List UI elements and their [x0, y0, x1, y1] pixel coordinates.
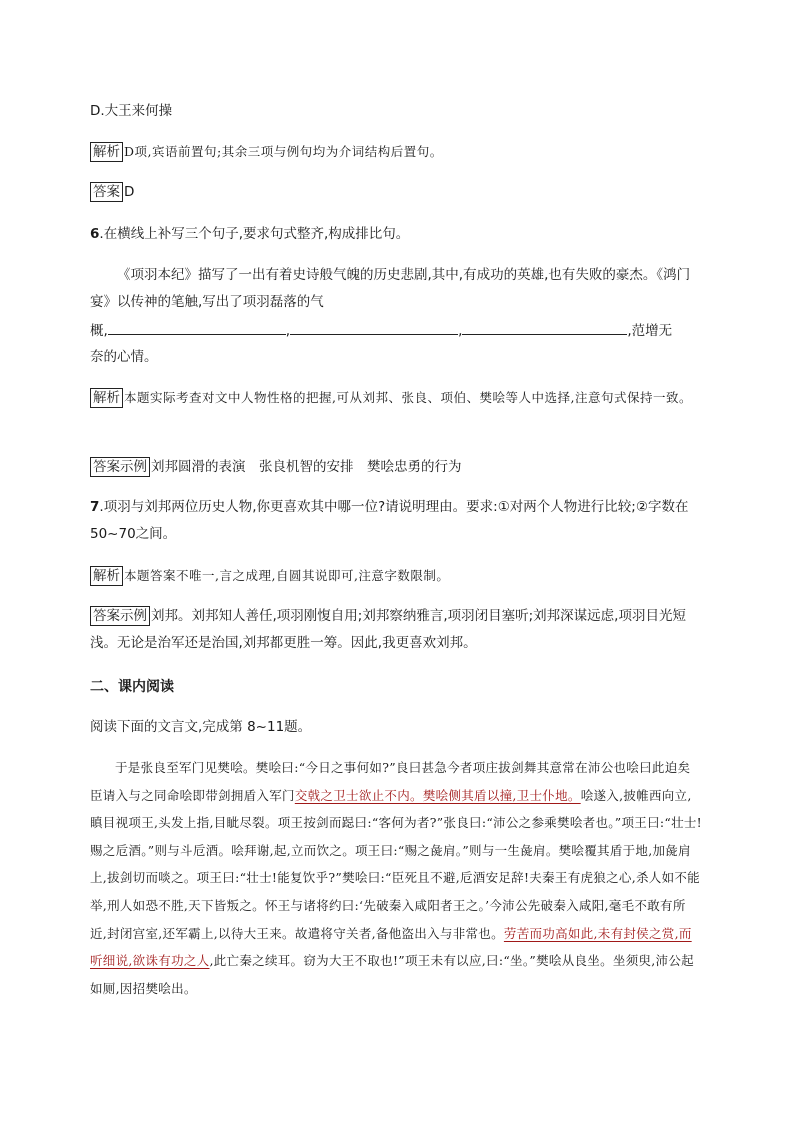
- q6-passage-end: 奈的心情。: [90, 349, 158, 365]
- option-d: D.大王来何操: [90, 103, 173, 119]
- underlined-sentence-1: 交戟之卫士欲止不内。樊哙侧其盾以撞,卫士仆地。: [294, 787, 581, 803]
- q6-blank-line: 概, , , ,范增无: [90, 317, 702, 345]
- answer-tag: 答案: [90, 182, 123, 202]
- q7-prompt: 7.项羽与刘邦两位历史人物,你更喜欢其中哪一位?请说明理由。要求:①对两个人物进行比较;②字数在 50~70之间。: [90, 499, 689, 542]
- underlined-sentence-2: 劳苦而功高如此,未有封侯之赏,而听细说,欲诛有功之人: [90, 925, 692, 969]
- section-heading: 二、课内阅读: [90, 679, 174, 695]
- q5-answer: 答案 D: [90, 178, 702, 206]
- q7-answer: 答案示例 刘邦。刘邦知人善任,项羽刚愎自用;刘邦察纳雅言,项羽闭目塞听;刘邦深谋远虑,项羽目光短浅。无论是治军还是治国,刘邦都更胜一筹。因此,我更喜欢刘邦。: [90, 608, 686, 651]
- blank-3[interactable]: [462, 318, 627, 335]
- analysis-tag: 解析: [90, 566, 123, 586]
- blank-2[interactable]: [290, 318, 458, 335]
- q7-analysis: 解析 本题答案不唯一,言之成理,自圆其说即可,注意字数限制。: [90, 562, 702, 590]
- analysis-tag: 解析: [90, 388, 123, 408]
- section-instruction: 阅读下面的文言文,完成第 8~11题。: [90, 719, 312, 735]
- q5-analysis: 解析 D项,宾语前置句;其余三项与例句均为介词结构后置句。: [90, 138, 702, 166]
- q6-analysis: 解析 本题实际考查对文中人物性格的把握,可从刘邦、张良、项伯、樊哙等人中选择,注意句式保持一致。: [90, 384, 702, 412]
- q6-passage: 《项羽本纪》描写了一出有着史诗般气魄的历史悲剧,其中,有成功的英雄,也有失败的豪杰。《鸿门宴》以传神的笔触,写出了项羽磊落的气: [90, 267, 691, 310]
- answer-tag: 答案示例: [90, 606, 150, 626]
- answer-tag: 答案示例: [90, 457, 150, 477]
- classical-passage: 于是张良至军门见樊哙。樊哙曰:“今日之事何如?”良曰甚急今者项庄拔剑舞其意常在沛公也哙曰此迫矣臣请入与之同命哙即带剑拥盾入军门交戟之卫士欲止不内。樊哙侧其盾以撞,卫士仆地。哙遂入,披帷西向立,瞋目视项王,头发上指,目眦尽裂。项王按剑而跽曰:“客何为者?”张良曰:“沛公之参乘樊哙者也。”项王曰:“壮士!赐之卮酒。”则与斗卮酒。哙拜谢,起,立而饮之。项王曰:“赐之彘肩。”则与一生彘肩。樊哙覆其盾于地,加彘肩上,拔剑切而啖之。项王曰:“壮士!能复饮乎?”樊哙曰:“臣死且不避,卮酒安足辞!夫秦王有虎狼之心,杀人如不能举,刑人如恐不胜,天下皆叛之。怀王与诸将约曰:‘先破秦入咸阳者王之。’今沛公先破秦入咸阳,毫毛不敢有所近,封闭宫室,还军霸上,以待大王来。故遣将守关者,备他盗出入与非常也。劳苦而功高如此,未有封侯之赏,而听细说,欲诛有功之人,此亡秦之续耳。窃为大王不取也!”项王未有以应,曰:“坐。”樊哙从良坐。坐须臾,沛公起如厕,因招樊哙出。: [90, 760, 703, 996]
- analysis-tag: 解析: [90, 142, 123, 162]
- blank-1[interactable]: [108, 318, 286, 335]
- q6-answer: 答案示例 刘邦圆滑的表演 张良机智的安排 樊哙忠勇的行为: [90, 453, 702, 481]
- q6-prompt: 6.在横线上补写三个句子,要求句式整齐,构成排比句。: [90, 226, 410, 242]
